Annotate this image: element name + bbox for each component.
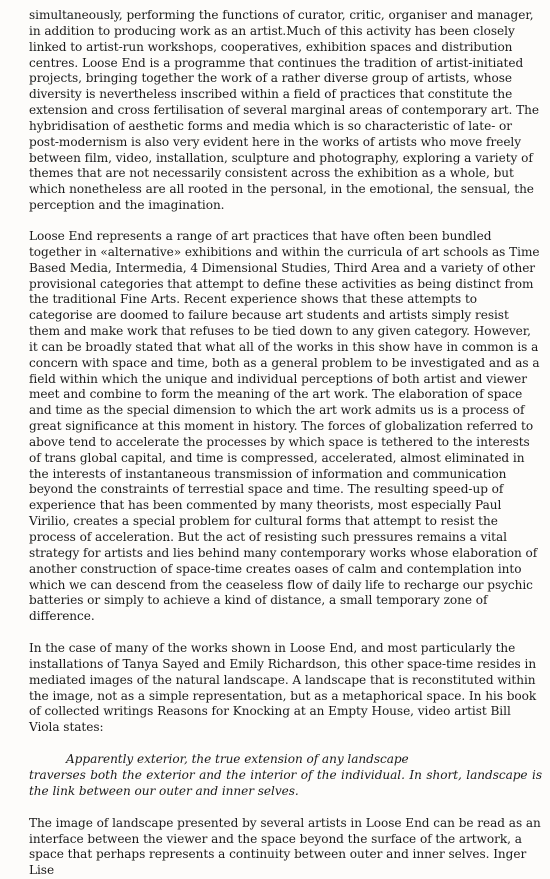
paragraph-curator-artists: simultaneously, performing the functions of curator, critic, organiser and manager, in addition to producing work as an artist.Much of this activity has been closely linked to artist-run workshops, cooperatives, exhibition spaces and distribution centres. Loose End is a programme that continues the tradition of artist-initiated projects, bringing together the work of a rather diverse group of artists, whose diversity is nevertheless inscribed within a field of practices that constitute the extension and cross fertilisation of several marginal areas of contemporary art. The hybridisation of aesthetic forms and media which is so characteristic of late- or post-modernism is also very evident here in the works of artists who move freely between film, video, installation, sculpture and photography, exploring a variety of themes that are not necessarily consistent across the exhibition as a whole, but which nonetheless are all rooted in the personal, in the emotional, the sensual, the perception and the imagination. [29,8,539,213]
quote-line-1: Apparently exterior, the true extension of any landscape [66,752,409,767]
quote-line-2: traverses both the exterior and the interior of the individual. In short, landscape is the link between our outer and inner selves. [29,767,542,798]
paragraph-landscape-interface: The image of landscape presented by several artists in Loose End can be read as an interface between the viewer and the space beyond the surface of the artwork, a space that perhaps represents a continuity between outer and inner selves. Inger Lise [29,815,541,878]
paragraph-loose-end-works: In the case of many of the works shown in Loose End, and most particularly the installations of Tanya Sayed and Emily Richardson, this other space-time resides in mediated images of the natural landscape. A landscape that is reconstituted within the image, not as a simple representation, but as a metaphorical space. In his book of collected writings Reasons for Knocking at an Empty House, video artist Bill Viola states: [29,641,537,735]
paragraph-art-practices: Loose End represents a range of art practices that have often been bundled together in «alternative» exhibitions and within the curricula of art schools as Time Based Media, Intermedia, 4 Dimensional Studies, Third Area and a variety of other provisional categories that attempt to define these activities as being distinct from the traditional Fine Arts. Recent experience shows that these attempts to categorise are doomed to failure because art students and artists simply resist them and make work that refuses to be tied down to any given category. However, it can be broadly stated that what all of the works in this show have in common is a concern with space and time, both as a general problem to be investigated and as a field within which the unique and individual perceptions of both artist and viewer meet and combine to form the meaning of the art work. The elaboration of space and time as the special dimension to which the art work admits us is a process of great significance at this moment in history. The forces of globalization referred to above tend to accelerate the processes by which space is tethered to the interests of trans global capital, and time is compressed, accelerated, almost eliminated in the interests of instantaneous transmission of information and communication beyond the constraints of terrestial space and time. The resulting speed-up of experience that has been commented by many theorists, most especially Paul Virilio, creates a special problem for cultural forms that attempt to resist the process of acceleration. But the act of resisting such pressures remains a vital strategy for artists and lies behind many contemporary works whose elaboration of another construction of space-time creates oases of calm and contemplation into which we can descend from the ceaseless flow of daily life to recharge our psychic batteries or simply to achieve a kind of distance, a small temporary zone of difference. [29,228,540,624]
